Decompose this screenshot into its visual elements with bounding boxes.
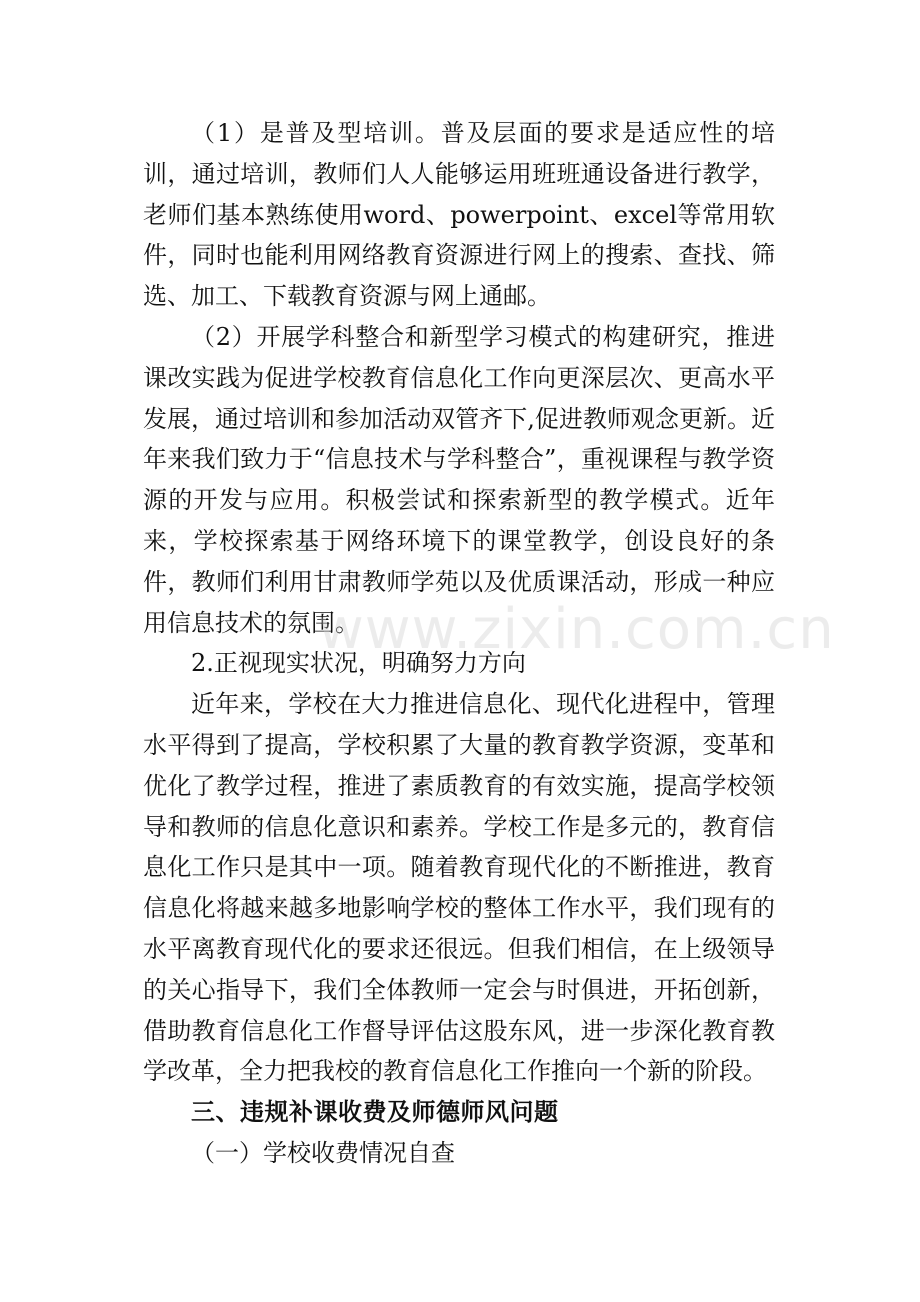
document-body	[143, 113, 775, 1174]
paragraph-subject-integration: （2）开展学科整合和新型学习模式的构建研究，推进课改实践为促进学校教育信息化工作向更深层次、更高水平发展，通过培训和参加活动双管齐下,促进教师观念更新。近年来我们致力于“信息技术与学科整合”，重视课程与教学资源的开发与应用。积极尝试和探索新型的教学模式。近年来，学校探索基于网络环境下的课堂教学，创设良好的条件，教师们利用甘肃教师学苑以及优质课活动，形成一种应用信息技术的氛围。	[143, 322, 775, 637]
paragraph-face-reality: 2.正视现实状况，明确努力方向	[191, 649, 526, 678]
subsection-heading: （一）学校收费情况自查	[191, 1138, 455, 1167]
section-heading: 三、违规补课收费及师德师风问题	[191, 1098, 559, 1127]
paragraph-popular-training: （1）是普及型培训。普及层面的要求是适应性的培训，通过培训，教师们人人能够运用班班通设备进行教学，老师们基本熟练使用word、powerpoint、excel等常用软件，同时也能利用网络教育资源进行网上的搜索、查找、筛选、加工、下载教育资源与网上通邮。	[143, 119, 775, 311]
watermark: www.zixin.com.cn	[318, 597, 835, 662]
paragraph-recent-years: 近年来，学校在大力推进信息化、现代化进程中，管理水平得到了提高，学校积累了大量的教育教学资源，变革和优化了教学过程，推进了素质教育的有效实施，提高学校领导和教师的信息化意识和素养。学校工作是多元的，教育信息化工作只是其中一项。随着教育现代化的不断推进，教育信息化将越来越多地影响学校的整体工作水平，我们现有的水平离教育现代化的要求还很远。但我们相信，在上级领导的关心指导下，我们全体教师一定会与时俱进，开拓创新，借助教育信息化工作督导评估这股东风，进一步深化教育教学改革，全力把我校的教育信息化工作推向一个新的阶段。	[143, 690, 775, 1086]
